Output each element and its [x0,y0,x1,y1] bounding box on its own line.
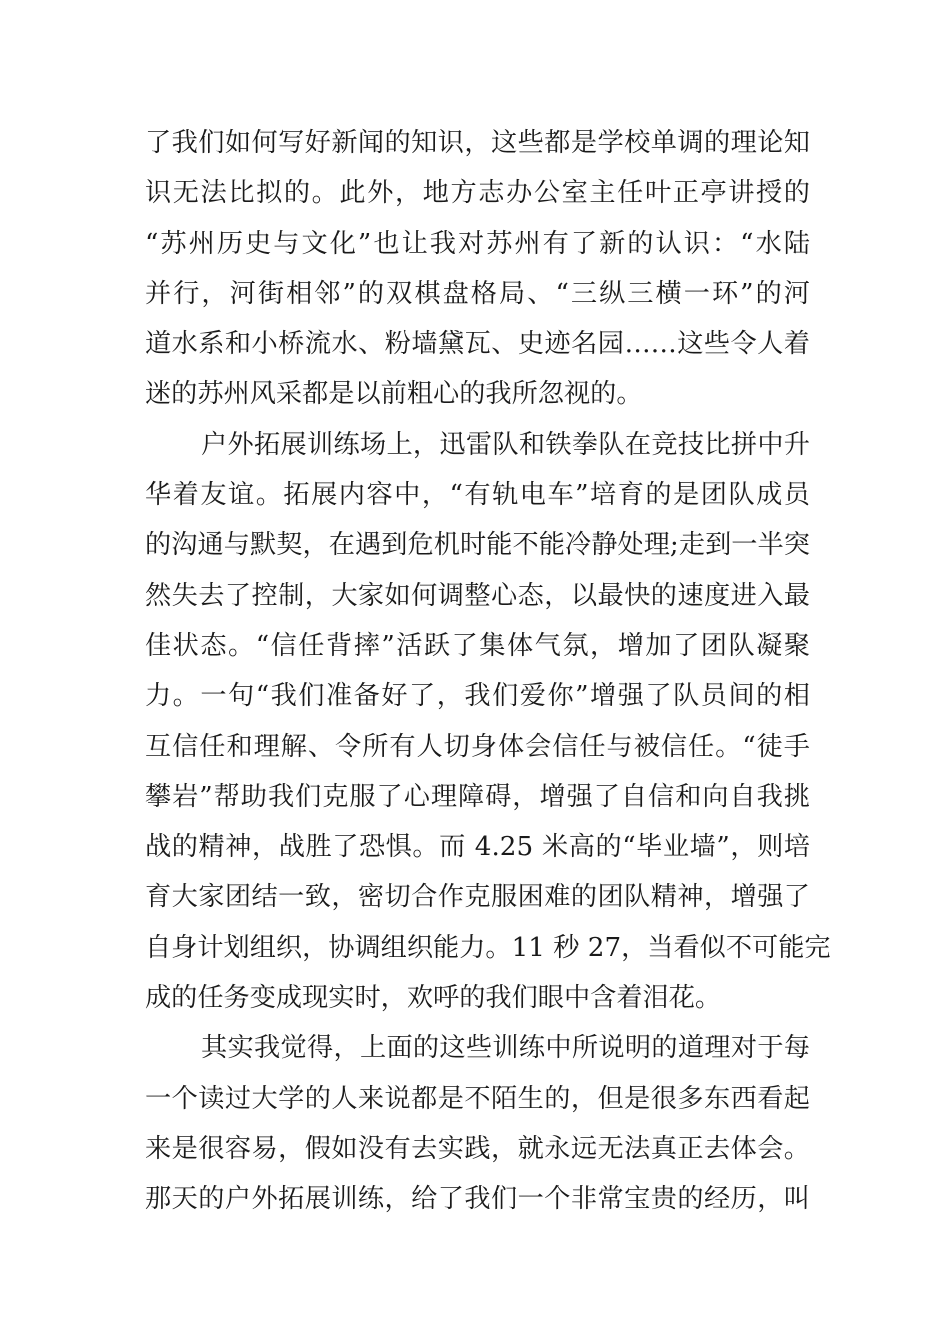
text-line: 那天的户外拓展训练，给了我们一个非常宝贵的经历，叫 [145,1184,810,1215]
paragraph-start-line: 其实我觉得，上面的这些训练中所说明的道理对于每 [201,1033,810,1064]
text-line: 攀岩”帮助我们克服了心理障碍，增强了自信和向自我挑 [145,781,810,812]
text-line: 来是很容易，假如没有去实践，就永远无法真正去体会。 [145,1133,810,1164]
text-line: 的沟通与默契，在遇到危机时能不能冷静处理;走到一半突 [145,530,810,561]
document-body [145,118,831,1225]
text-line: “苏州历史与文化”也让我对苏州有了新的认识：“水陆 [145,228,810,259]
text-line: 自身计划组织，协调组织能力。11 秒 27，当看似不可能完 [145,932,831,963]
paragraph-start-line: 户外拓展训练场上，迅雷队和铁拳队在竞技比拼中升 [201,429,810,460]
text-line: 佳状态。“信任背摔”活跃了集体气氛，增加了团队凝聚 [145,630,810,661]
text-line: 成的任务变成现实时，欢呼的我们眼中含着泪花。 [145,983,722,1014]
text-line: 然失去了控制，大家如何调整心态，以最快的速度进入最 [145,580,810,611]
text-line: 育大家团结一致，密切合作克服困难的团队精神，增强了 [145,882,810,913]
text-line: 并行，河街相邻”的双棋盘格局、“三纵三横一环”的河 [145,278,810,309]
text-line: 一个读过大学的人来说都是不陌生的，但是很多东西看起 [145,1083,810,1114]
text-line: 道水系和小桥流水、粉墙黛瓦、史迹名园……这些令人着 [145,329,810,360]
text-line: 识无法比拟的。此外，地方志办公室主任叶正亭讲授的 [145,178,810,209]
text-line: 战的精神，战胜了恐惧。而 4.25 米高的“毕业墙”，则培 [145,832,810,863]
text-line: 华着友谊。拓展内容中，“有轨电车”培育的是团队成员 [145,480,810,511]
text-line: 迷的苏州风采都是以前粗心的我所忽视的。 [145,379,643,410]
text-line: 力。一句“我们准备好了，我们爱你”增强了队员间的相 [145,681,810,712]
text-line: 了我们如何写好新闻的知识，这些都是学校单调的理论知 [145,128,810,158]
text-line: 互信任和理解、令所有人切身体会信任与被信任。“徒手 [145,731,810,762]
